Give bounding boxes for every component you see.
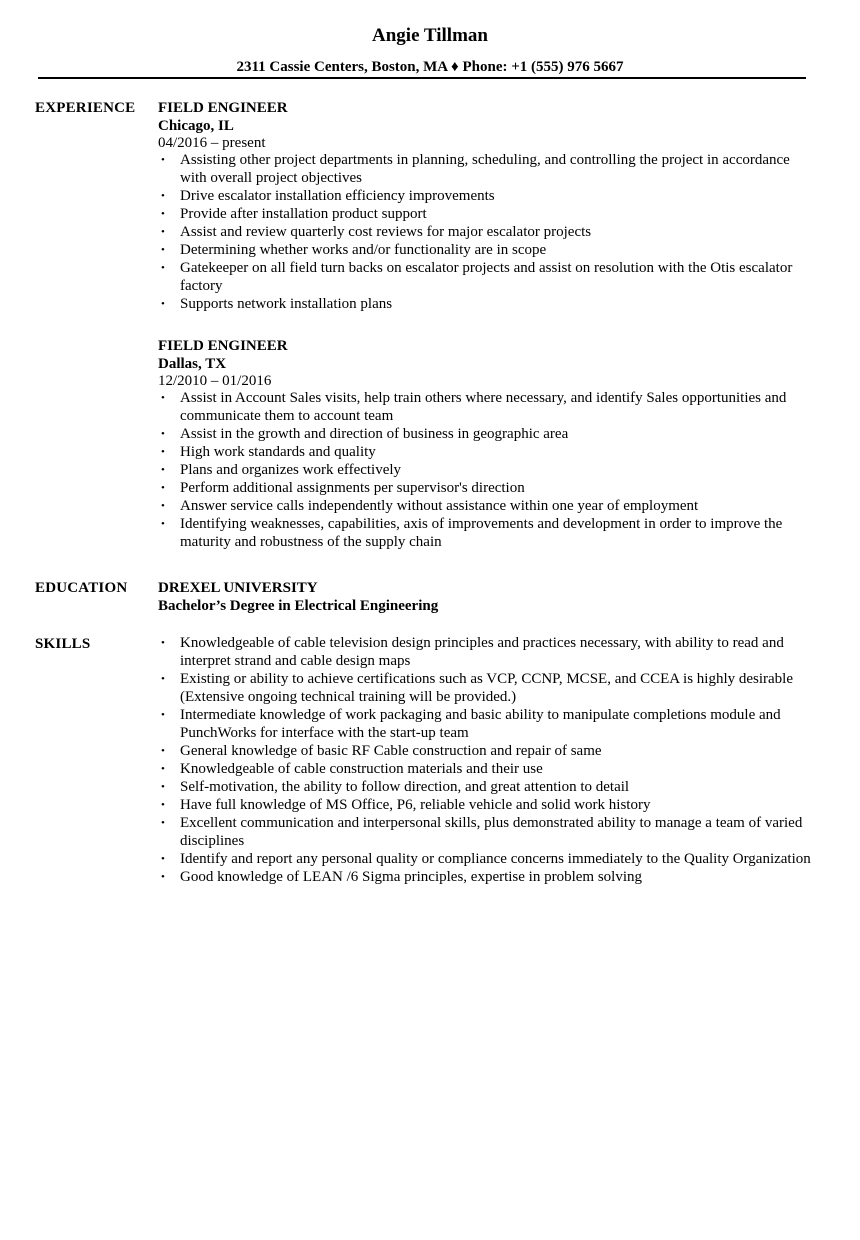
list-item — [158, 634, 818, 670]
list-item — [158, 241, 818, 259]
candidate-name: Angie Tillman — [372, 25, 488, 46]
list-item — [158, 778, 818, 796]
job-location: Chicago, IL — [158, 118, 234, 134]
section-label-education: EDUCATION — [35, 580, 128, 596]
bullet-icon: • — [161, 208, 165, 220]
skills-entry — [158, 634, 818, 886]
bullet-text: Determining whether works and/or functionality are in scope — [180, 242, 547, 258]
bullet-icon: • — [161, 518, 165, 530]
section-label-skills: SKILLS — [35, 636, 91, 652]
list-item — [158, 425, 818, 443]
bullet-icon: • — [161, 871, 165, 883]
job-entry — [158, 99, 818, 313]
job-dates: 12/2010 – 01/2016 — [158, 373, 272, 389]
school-name: DREXEL UNIVERSITY — [158, 580, 318, 596]
bullet-icon: • — [161, 673, 165, 685]
bullet-icon: • — [161, 464, 165, 476]
bullet-text: Answer service calls independently without assistance within one year of employment — [180, 498, 699, 514]
list-item — [158, 389, 818, 425]
education-entry — [158, 579, 818, 615]
list-item — [158, 850, 818, 868]
list-item — [158, 187, 818, 205]
section-label-experience: EXPERIENCE — [35, 100, 136, 116]
bullet-icon: • — [161, 244, 165, 256]
list-item — [158, 670, 818, 706]
job-dates: 04/2016 – present — [158, 135, 266, 151]
bullet-text: Assist and review quarterly cost reviews for major escalator projects — [180, 224, 592, 240]
bullet-icon: • — [161, 763, 165, 775]
skill-text: Identify and report any personal quality or compliance concerns immediately to the Quality Organization — [180, 851, 811, 867]
bullet-text: Plans and organizes work effectively — [180, 462, 402, 478]
bullet-icon: • — [161, 781, 165, 793]
skill-text: Good knowledge of LEAN /6 Sigma principles, expertise in problem solving — [180, 869, 643, 885]
list-item — [158, 259, 818, 295]
list-item — [158, 497, 818, 515]
job-title: FIELD ENGINEER — [158, 338, 288, 354]
bullet-text: Provide after installation product support — [180, 206, 427, 222]
bullet-icon: • — [161, 500, 165, 512]
skill-text: Existing or ability to achieve certifications such as VCP, CCNP, MCSE, and CCEA is highly desirable (Extensive ongoing technical training will be provided.) — [180, 671, 794, 705]
bullet-icon: • — [161, 446, 165, 458]
job-title: FIELD ENGINEER — [158, 100, 288, 116]
skill-text: Excellent communication and interpersonal skills, plus demonstrated ability to manage a team of varied disciplines — [180, 815, 803, 849]
list-item — [158, 868, 818, 886]
bullet-icon: • — [161, 799, 165, 811]
list-item — [158, 295, 818, 313]
skill-text: General knowledge of basic RF Cable construction and repair of same — [180, 743, 602, 759]
list-item — [158, 515, 818, 551]
bullet-icon: • — [161, 745, 165, 757]
bullet-icon: • — [161, 428, 165, 440]
skill-text: Knowledgeable of cable television design principles and practices necessary, with ability to read and interpret strand and cable design maps — [180, 635, 784, 669]
job-bullets — [158, 389, 818, 551]
skill-text: Knowledgeable of cable construction materials and their use — [180, 761, 543, 777]
bullet-text: Drive escalator installation efficiency improvements — [180, 188, 495, 204]
bullet-icon: • — [161, 226, 165, 238]
bullet-icon: • — [161, 190, 165, 202]
skills-list — [158, 634, 818, 886]
list-item — [158, 742, 818, 760]
list-item — [158, 479, 818, 497]
bullet-text: Assist in Account Sales visits, help train others where necessary, and identify Sales opportunities and communicate them to account team — [180, 390, 787, 424]
skill-text: Have full knowledge of MS Office, P6, reliable vehicle and solid work history — [180, 797, 651, 813]
list-item — [158, 796, 818, 814]
bullet-icon: • — [161, 709, 165, 721]
bullet-icon: • — [161, 298, 165, 310]
bullet-text: Assisting other project departments in planning, scheduling, and controlling the project in accordance with overall project objectives — [180, 152, 790, 186]
bullet-text: Perform additional assignments per supervisor's direction — [180, 480, 525, 496]
job-entry — [158, 337, 818, 551]
bullet-text: Gatekeeper on all field turn backs on escalator projects and assist on resolution with the Otis escalator factory — [180, 260, 793, 294]
bullet-icon: • — [161, 392, 165, 404]
bullet-icon: • — [161, 154, 165, 166]
job-location: Dallas, TX — [158, 356, 227, 372]
header-divider — [38, 77, 806, 79]
bullet-icon: • — [161, 817, 165, 829]
bullet-icon: • — [161, 482, 165, 494]
contact-line: 2311 Cassie Centers, Boston, MA ♦ Phone: +1 (555) 976 5667 — [236, 59, 624, 75]
list-item — [158, 443, 818, 461]
bullet-text: Assist in the growth and direction of business in geographic area — [180, 426, 569, 442]
bullet-text: High work standards and quality — [180, 444, 376, 460]
list-item — [158, 461, 818, 479]
bullet-icon: • — [161, 637, 165, 649]
bullet-icon: • — [161, 262, 165, 274]
list-item — [158, 814, 818, 850]
list-item — [158, 223, 818, 241]
list-item — [158, 760, 818, 778]
list-item — [158, 706, 818, 742]
bullet-text: Supports network installation plans — [180, 296, 393, 312]
list-item — [158, 151, 818, 187]
bullet-text: Identifying weaknesses, capabilities, axis of improvements and development in order to improve the maturity and robustness of the supply chain — [180, 516, 783, 550]
bullet-icon: • — [161, 853, 165, 865]
degree-name: Bachelor’s Degree in Electrical Engineering — [158, 598, 439, 614]
list-item — [158, 205, 818, 223]
skill-text: Intermediate knowledge of work packaging and basic ability to manipulate completions module and PunchWorks for interface with the start-up team — [180, 707, 781, 741]
job-bullets — [158, 151, 818, 313]
skill-text: Self-motivation, the ability to follow direction, and great attention to detail — [180, 779, 630, 795]
